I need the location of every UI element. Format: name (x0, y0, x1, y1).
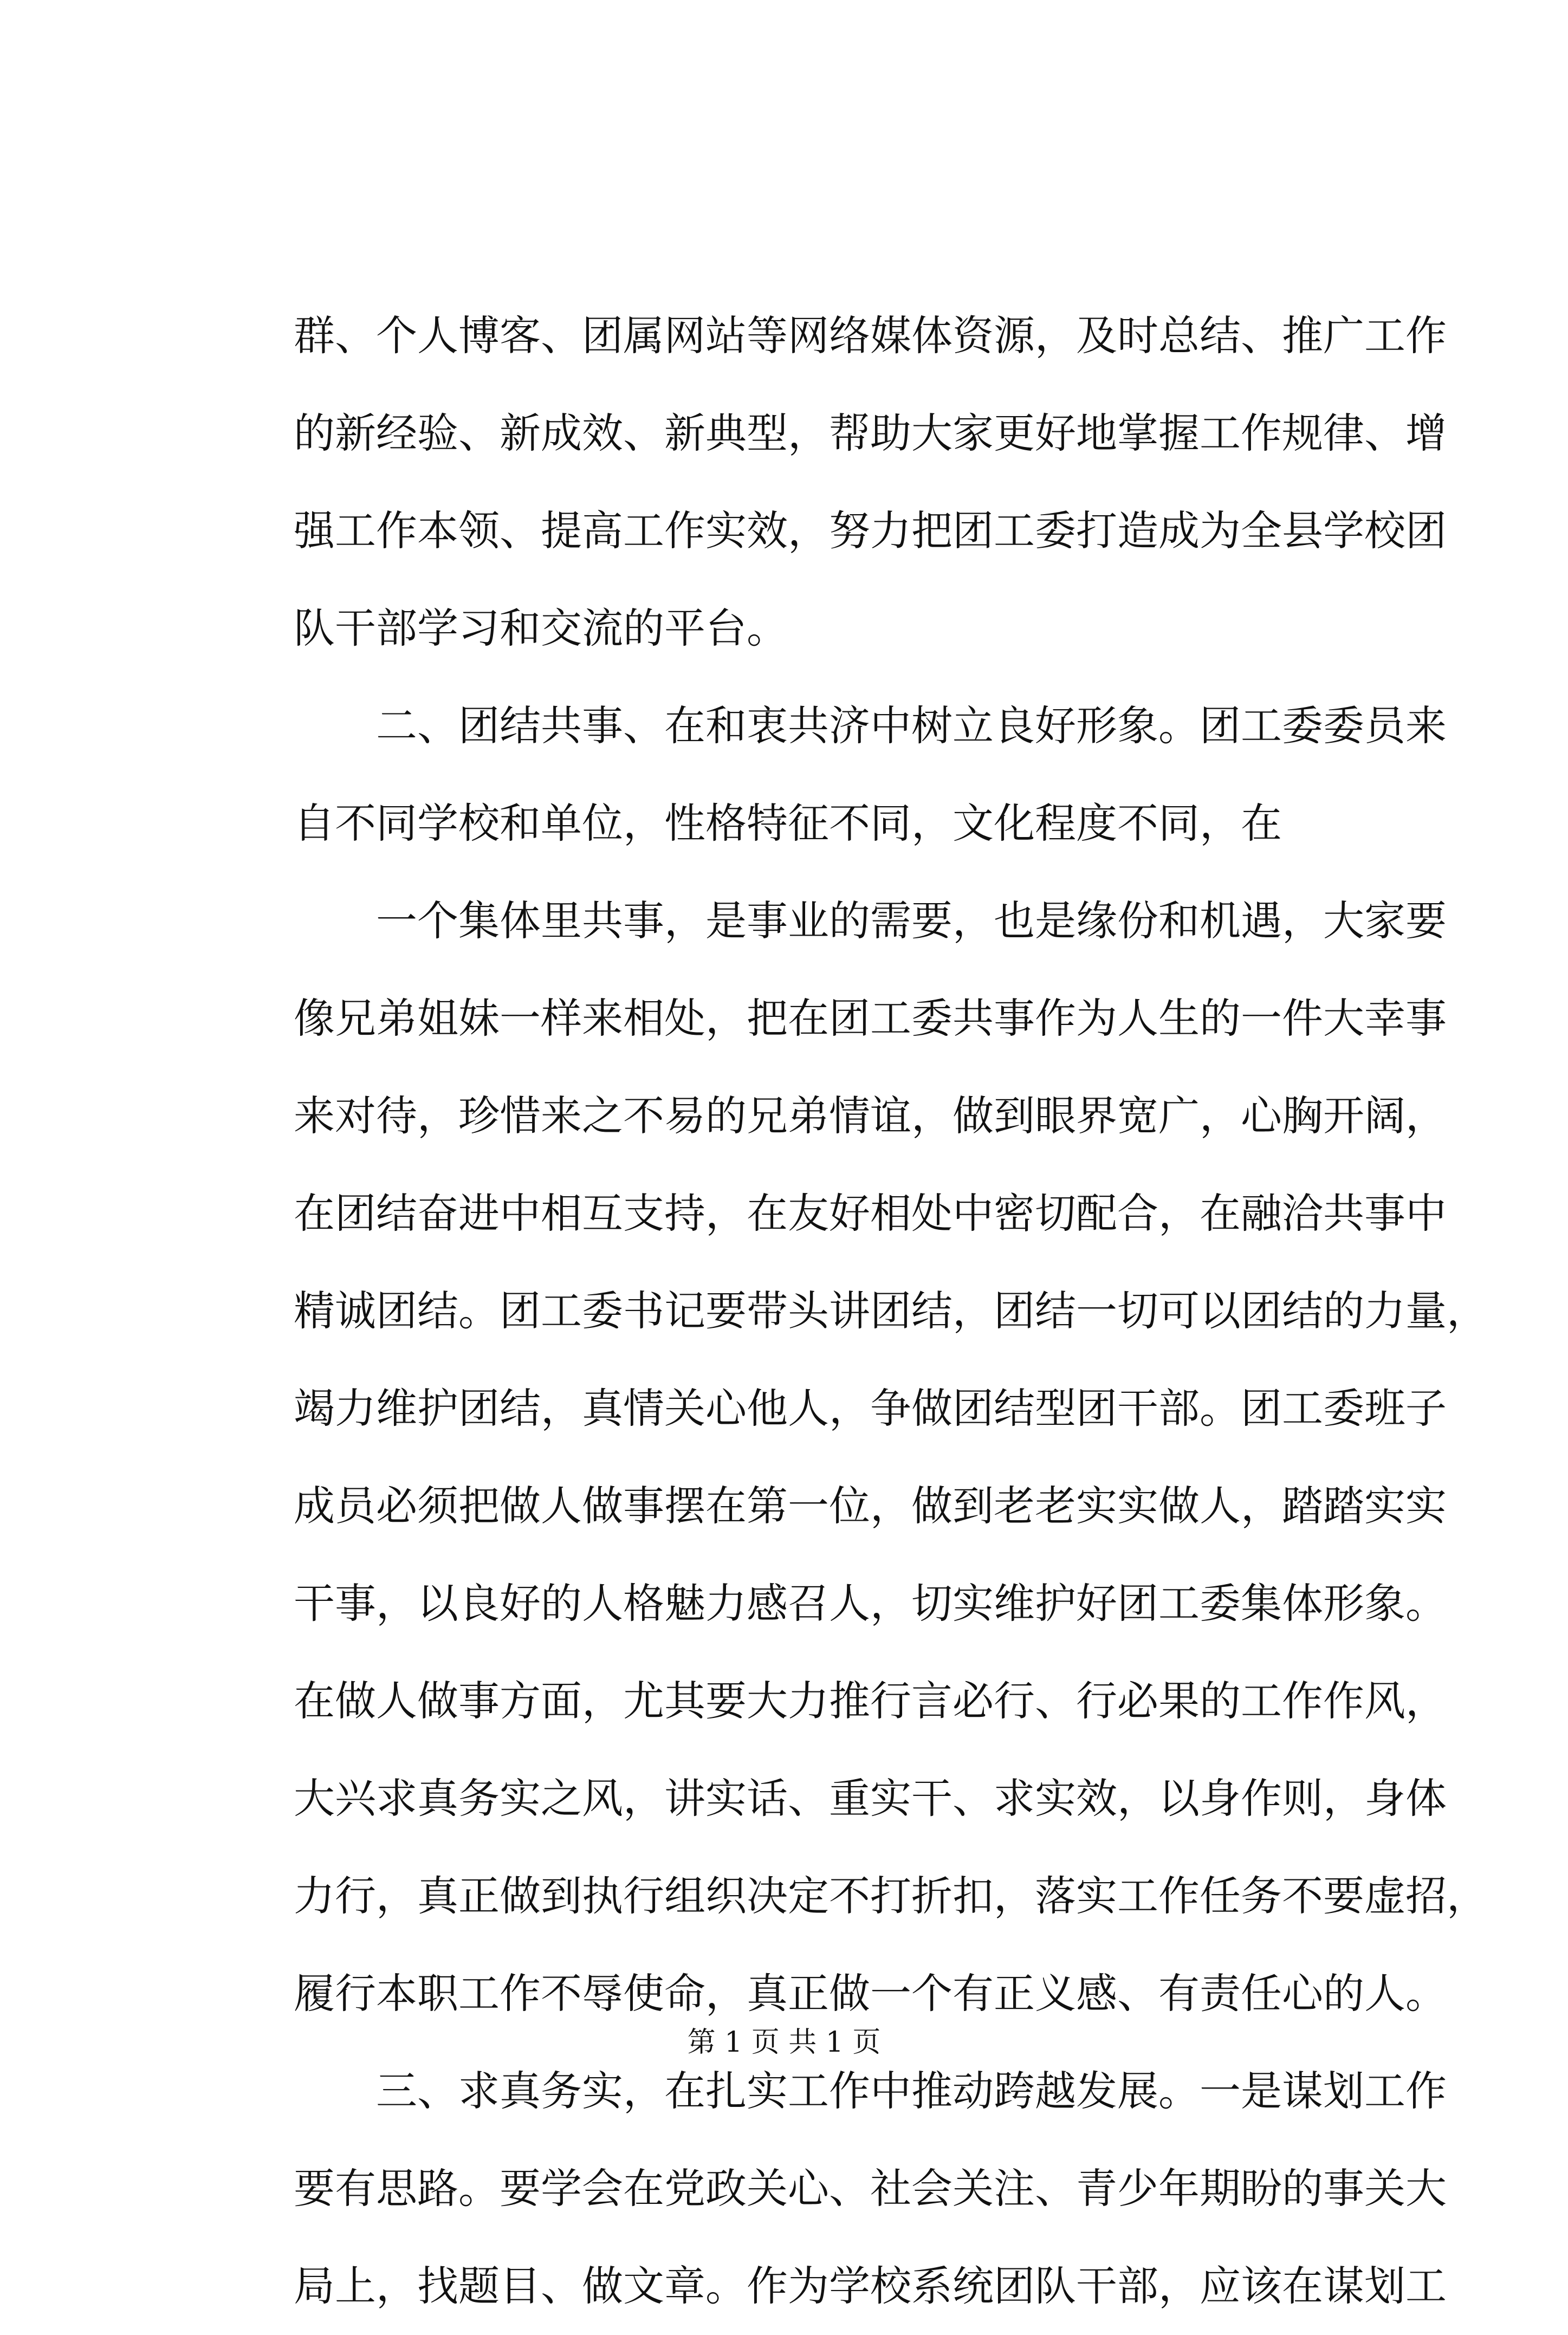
text-line: 三、求真务实，在扎实工作中推动跨越发展。一是谋划工作 (294, 2067, 1447, 2115)
text-line: 在团结奋进中相互支持，在友好相处中密切配合，在融洽共事中 (294, 1189, 1447, 1237)
text-line: 强工作本领、提高工作实效，努力把团工委打造成为全县学校团 (294, 507, 1447, 555)
text-line: 竭力维护团结，真情关心他人，争做团结型团干部。团工委班子 (294, 1384, 1447, 1432)
text-line: 履行本职工作不辱使命，真正做一个有正义感、有责任心的人。 (294, 1969, 1447, 2018)
text-line: 像兄弟姐妹一样来相处，把在团工委共事作为人生的一件大幸事 (294, 994, 1447, 1042)
text-line: 在做人做事方面，尤其要大力推行言必行、行必果的工作作风， (294, 1677, 1447, 1725)
text-line: 干事，以良好的人格魅力感召人，切实维护好团工委集体形象。 (294, 1579, 1447, 1627)
text-line: 大兴求真务实之风，讲实话、重实干、求实效，以身作则，身体 (294, 1774, 1447, 1822)
text-line: 精诚团结。团工委书记要带头讲团结，团结一切可以团结的力量， (294, 1287, 1488, 1335)
text-line: 一个集体里共事，是事业的需要，也是缘份和机遇，大家要 (294, 897, 1447, 945)
text-line: 自不同学校和单位，性格特征不同，文化程度不同，在 (294, 799, 1282, 847)
text-line: 成员必须把做人做事摆在第一位，做到老老实实做人，踏踏实实 (294, 1482, 1447, 1530)
text-line: 队干部学习和交流的平台。 (294, 604, 788, 652)
text-line: 局上，找题目、做文章。作为学校系统团队干部，应该在谋划工 (294, 2262, 1447, 2310)
text-line: 的新经验、新成效、新典型，帮助大家更好地掌握工作规律、增 (294, 409, 1447, 457)
text-line: 要有思路。要学会在党政关心、社会关注、青少年期盼的事关大 (294, 2164, 1447, 2213)
text-line: 力行，真正做到执行组织决定不打折扣，落实工作任务不要虚招， (294, 1872, 1488, 1920)
page-footer: 第 1 页 共 1 页 (687, 2026, 881, 2059)
text-line: 群、个人博客、团属网站等网络媒体资源，及时总结、推广工作 (294, 312, 1447, 360)
text-line: 来对待，珍惜来之不易的兄弟情谊，做到眼界宽广，心胸开阔， (294, 1092, 1447, 1140)
text-line: 二、团结共事、在和衷共济中树立良好形象。团工委委员来 (294, 702, 1447, 750)
